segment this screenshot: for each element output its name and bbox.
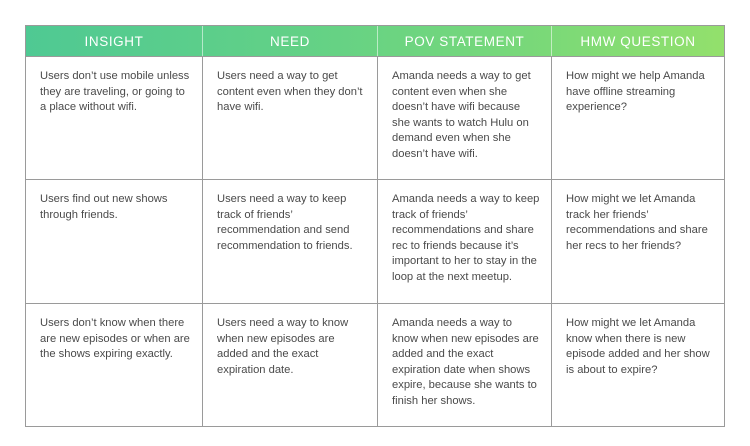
table-header — [26, 26, 724, 56]
insight-cell: Users find out new shows through friends. — [40, 193, 168, 221]
header-hmw-question: HMW QUESTION — [551, 26, 724, 56]
hmw-question-cell: How might we let Amanda know when there is new episode added and her show is about to expire? — [551, 304, 724, 426]
need-cell: Users need a way to know when new episodes are added and the exact expiration date. — [202, 304, 377, 426]
pov-statement-cell: Amanda needs a way to get content even when she doesn’t have wifi because she wants to watch Hulu on demand even when she doesn’t have wifi. — [377, 57, 551, 179]
pov-statement-cell: Amanda needs a way to know when new episodes are added and the exact expiration date when shows expire, because she wants to finish her shows. — [377, 304, 551, 426]
need-cell: Users need a way to get content even when they don’t have wifi. — [202, 57, 377, 179]
table-row — [26, 303, 724, 426]
need-cell: Users need a way to keep track of friends’ recommendation and send recommendation to friends. — [202, 180, 377, 303]
hmw-table — [25, 25, 725, 427]
pov-statement-cell: Amanda needs a way to keep track of friends’ recommendations and share rec to friends because it’s important to her to stay in the loop at the next meetup. — [377, 180, 551, 303]
insight-cell: Users don’t use mobile unless they are traveling, or going to a place without wifi. — [40, 70, 190, 113]
header-need: NEED — [202, 26, 377, 56]
header-pov-statement: POV STATEMENT — [377, 26, 551, 56]
header-insight: INSIGHT — [84, 33, 144, 49]
hmw-question-cell: How might we help Amanda have offline streaming experience? — [551, 57, 724, 179]
insight-cell: Users don’t know when there are new episodes or when are the shows expiring exactly. — [40, 317, 190, 360]
table-row — [26, 56, 724, 179]
table-row — [26, 179, 724, 303]
hmw-question-cell: How might we let Amanda track her friends’ recommendations and share her recs to her friends? — [551, 180, 724, 303]
